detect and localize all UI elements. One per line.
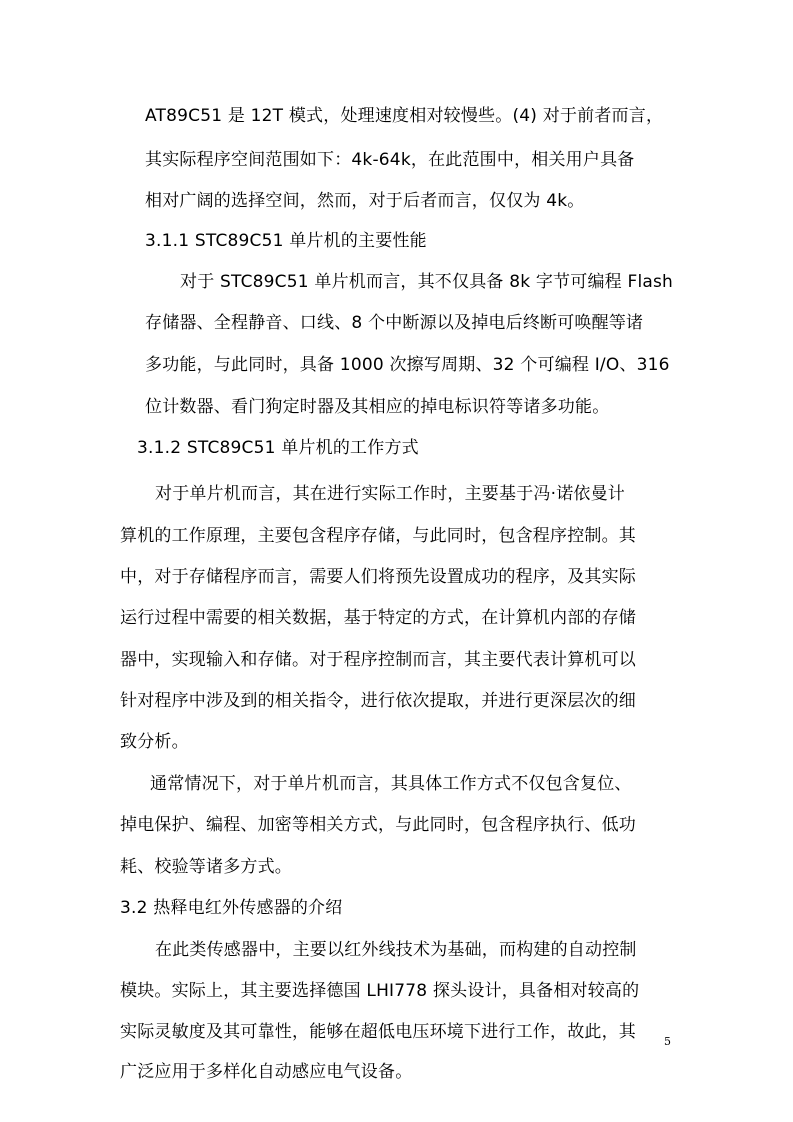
paragraph-line: 位计数器、看门狗定时器及其相应的掉电标识符等诸多功能。	[145, 397, 610, 417]
section-heading-3-2: 3.2 热释电红外传感器的介绍	[120, 898, 343, 918]
paragraph-line: 其实际程序空间范围如下：4k-64k，在此范围中，相关用户具备	[145, 150, 635, 170]
section-heading-3-1-1: 3.1.1 STC89C51 单片机的主要性能	[145, 231, 427, 251]
paragraph-line: 相对广阔的选择空间，然而，对于后者而言，仅仅为 4k。	[145, 191, 585, 211]
paragraph-line: 算机的工作原理，主要包含程序存储，与此同时，包含程序控制。其	[120, 526, 636, 546]
paragraph-line: 对于单片机而言，其在进行实际工作时，主要基于冯·诺依曼计	[155, 484, 626, 504]
paragraph-line: 对于 STC89C51 单片机而言，其不仅具备 8k 字节可编程 Flash	[180, 272, 674, 292]
paragraph-line: 存储器、全程静音、口线、8 个中断源以及掉电后终断可唤醒等诸	[145, 313, 644, 333]
paragraph-line: 模块。实际上，其主要选择德国 LHI778 探头设计，具备相对较高的	[120, 981, 640, 1001]
paragraph-line: AT89C51 是 12T 模式，处理速度相对较慢些。(4) 对于前者而言，	[145, 106, 664, 126]
paragraph-line: 通常情况下，对于单片机而言，其具体工作方式不仅包含复位、	[150, 774, 632, 794]
page-number: 5	[664, 1035, 671, 1048]
paragraph-line: 针对程序中涉及到的相关指令，进行依次提取，并进行更深层次的细	[120, 691, 636, 711]
paragraph-line: 运行过程中需要的相关数据，基于特定的方式，在计算机内部的存储	[120, 608, 636, 628]
paragraph-line: 掉电保护、编程、加密等相关方式，与此同时，包含程序执行、低功	[120, 815, 636, 835]
paragraph-line: 多功能，与此同时，具备 1000 次擦写周期、32 个可编程 I/O、316	[145, 355, 670, 375]
section-heading-3-1-2: 3.1.2 STC89C51 单片机的工作方式	[137, 438, 419, 458]
paragraph-line: 耗、校验等诸多方式。	[120, 857, 292, 877]
paragraph-line: 广泛应用于多样化自动感应电气设备。	[120, 1062, 413, 1082]
paragraph-line: 中，对于存储程序而言，需要人们将预先设置成功的程序，及其实际	[120, 567, 636, 587]
paragraph-line: 实际灵敏度及其可靠性，能够在超低电压环境下进行工作，故此，其	[120, 1022, 636, 1042]
paragraph-line: 在此类传感器中，主要以红外线技术为基础，而构建的自动控制	[155, 940, 637, 960]
paragraph-line: 致分析。	[120, 732, 189, 752]
paragraph-line: 器中，实现输入和存储。对于程序控制而言，其主要代表计算机可以	[120, 650, 636, 670]
